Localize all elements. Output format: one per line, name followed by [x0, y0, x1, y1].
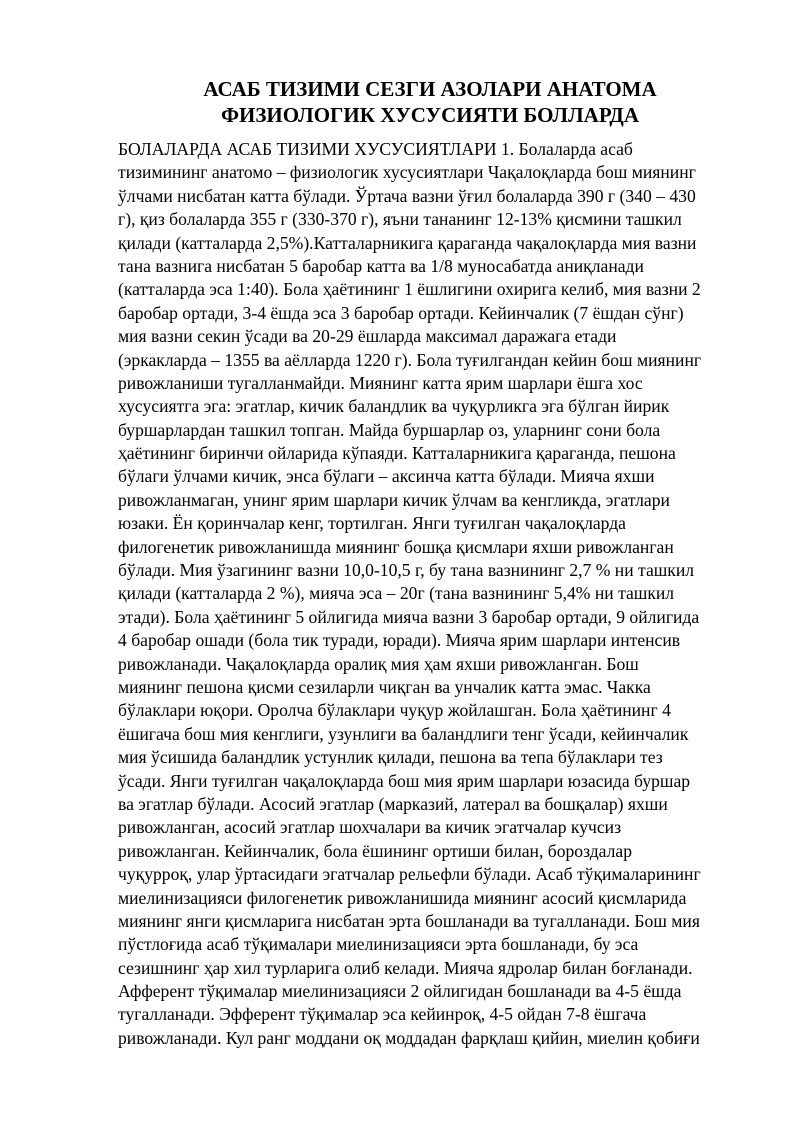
text-line: миянинг янги қисмларига нисбатан эрта бошланади ва тугалланади. Бош мия	[118, 910, 700, 931]
text-line: ривожланмаган, унинг ярим шарлари кичик ўлчам ва кенгликда, эгатлари	[118, 489, 670, 510]
text-line: сезишнинг ҳар хил турларига олиб келади. Мияча ядролар билан боғланади.	[118, 957, 693, 978]
text-line: ёшигача бош мия кенглиги, узунлиги ва баландлиги тенг ўсади, кейинчалик	[118, 723, 689, 744]
text-line: ривожланган, асосий эгатлар шохчалари ва кичик эгатчалар кучсиз	[118, 817, 622, 838]
text-line: бўлаги ўлчами кичик, энса бўлаги – аксинча катта бўлади. Мияча яхши	[118, 466, 655, 487]
text-line: ва эгатлар бўлади. Асосий эгатлар (марказий, латерал ва бошқалар) яхши	[118, 793, 668, 814]
text-line: пўстлоғида асаб тўқималари миелинизацияси эрта бошланади, бу эса	[118, 934, 639, 955]
document-title	[118, 76, 742, 128]
text-line: ривожланади. Кул ранг моддани оқ моддадан фарқлаш қийин, миелин қобиғи	[118, 1027, 700, 1048]
text-line: Афферент тўқималар миелинизацияси 2 ойлигидан бошланади ва 4-5 ёшда	[118, 981, 682, 1002]
text-line: филогенетик ривожланишда миянинг бошқа қисмлари яхши ривожланган	[118, 536, 674, 557]
text-line: (катталарда эса 1:40). Бола ҳаётининг 1 ёшлигини охирига келиб, мия вазни 2	[118, 279, 701, 300]
text-line: миелинизацияси филогенетик ривожланишида миянинг асосий қисмларида	[118, 887, 687, 908]
text-line: бўлади. Мия ўзагининг вазни 10,0-10,5 г, бу тана вазнининг 2,7 % ни ташкил	[118, 560, 695, 581]
text-line: ҳаётининг биринчи ойларида кўпаяди. Катталарникига қараганда, пешона	[118, 443, 676, 464]
text-line: (эркакларда – 1355 ва аёлларда 1220 г). Бола туғилгандан кейин бош миянинг	[118, 349, 702, 370]
text-line: мия вазни секин ўсади ва 20-29 ёшларда максимал даражага етади	[118, 326, 617, 347]
text-line: баробар ортади, 3-4 ёшда эса 3 баробар ортади. Кейинчалик (7 ёшдан сўнг)	[118, 302, 684, 323]
text-line: бўлаклари юқори. Оролча бўлаклари чуқур жойлашган. Бола ҳаётининг 4	[118, 700, 671, 721]
text-line: тугалланади. Эфферент тўқималар эса кейинроқ, 4-5 ойдан 7-8 ёшгача	[118, 1004, 647, 1025]
text-line: чуқурроқ, улар ўртасидаги эгатчалар рельефли бўлади. Асаб тўқималарининг	[118, 864, 701, 885]
text-line: буршарлардан ташкил топган. Майда буршарлар оз, уларнинг сони бола	[118, 419, 661, 440]
text-line: 4 баробар ошади (бола тик туради, юради). Мияча ярим шарлари интенсив	[118, 630, 681, 651]
text-line: ўлчами нисбатан катта бўлади. Ўртача вазни ўғил болаларда 390 г (340 – 430	[118, 185, 696, 206]
text-line: ривожланади. Чақалоқларда оралиқ мия ҳам яхши ривожланган. Бош	[118, 653, 639, 674]
text-line: миянинг пешона қисми сезиларли чиқган ва унчалик катта эмас. Чакка	[118, 676, 651, 697]
body-paragraph	[118, 138, 748, 1050]
title-line: АСАБ ТИЗИМИ СЕЗГИ АЗОЛАРИ АНАТОМА	[203, 77, 657, 101]
text-line: хусусиятга эга: эгатлар, кичик баландлик ва чуқурликга эга бўлган йирик	[118, 396, 670, 417]
title-line: ФИЗИОЛОГИК ХУСУСИЯТИ БОЛЛАРДА	[220, 103, 640, 127]
text-line: тизимининг анатомо – физиологик хусусиятлари Чақалоқларда бош миянинг	[118, 162, 696, 183]
text-line: юзаки. Ён қоринчалар кенг, тортилган. Янги туғилган чақалоқларда	[118, 513, 626, 534]
text-line: тана вазнига нисбатан 5 баробар катта ва 1/8 муносабатда аниқланади	[118, 255, 644, 276]
text-line: этади). Бола ҳаётининг 5 ойлигида мияча вазни 3 баробар ортади, 9 ойлигида	[118, 606, 700, 627]
text-line: қилади (катталарда 2,5%).Катталарникига қараганда чақалоқларда мия вазни	[118, 232, 697, 253]
text-line: ўсади. Янги туғилган чақалоқларда бош мия ярим шарлари юзасида буршар	[118, 770, 691, 791]
text-line: г), қиз болаларда 355 г (330-370 г), яъни тананинг 12-13% қисмини ташкил	[118, 209, 682, 230]
text-line: мия ўсишида баландлик устунлик қилади, пешона ва тепа бўлаклари тез	[118, 747, 663, 768]
text-line: БОЛАЛАРДА АСАБ ТИЗИМИ ХУСУСИЯТЛАРИ 1. Болаларда асаб	[118, 139, 633, 159]
text-line: ривожланиши тугалланмайди. Миянинг катта ярим шарлари ёшга хос	[118, 372, 643, 393]
text-line: қилади (катталарда 2 %), мияча эса – 20г (тана вазнининг 5,4% ни ташкил	[118, 583, 675, 604]
text-line: ривожланган. Кейинчалик, бола ёшининг ортиши билан, бороздалар	[118, 840, 633, 861]
